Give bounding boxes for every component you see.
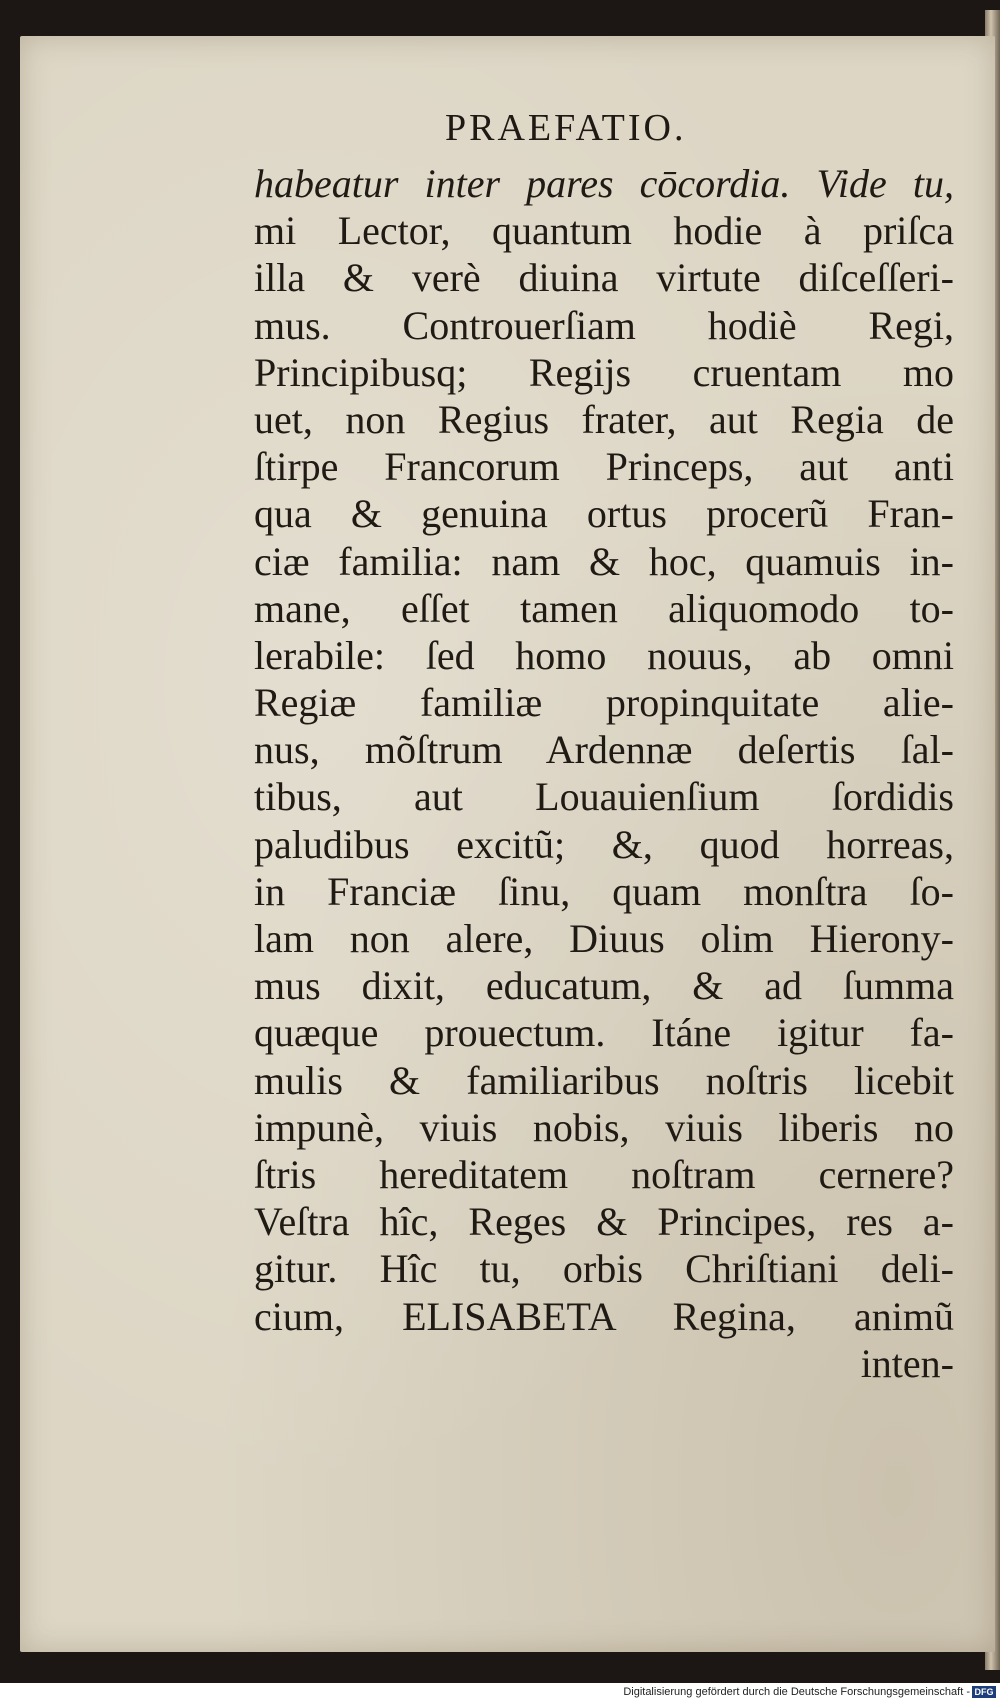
text-line-13: nus, mõſtrum Ardennæ deſertis ſal-: [254, 727, 954, 773]
text-line-21: impunè, viuis nobis, viuis liberis no: [254, 1104, 954, 1150]
text-line-24: gitur. Hîc tu, orbis Chriſtiani deli-: [254, 1246, 954, 1292]
text-line-9: ciæ familia: nam & hoc, quamuis in-: [254, 538, 954, 584]
catchword: inten-: [860, 1340, 954, 1386]
text-line-5: Principibusq; Regijs cruentam mo: [254, 349, 954, 395]
text-line-7: ſtirpe Francorum Princeps, aut anti: [254, 444, 954, 490]
text-line-3: illa & verè diuina virtute diſceſſeri-: [254, 255, 954, 301]
digitization-credit: Digitalisierung gefördert durch die Deutsche Forschungsgemeinschaft -: [623, 1686, 970, 1698]
text-line-22: ſtris hereditatem noſtram cernere?: [254, 1151, 954, 1197]
text-line-20: mulis & familiaribus noſtris licebit: [254, 1057, 954, 1103]
text-line-1: habeatur inter pares cōcordia. Vide tu,: [254, 161, 954, 206]
text-line-18: mus dixit, educatum, & ad ſumma: [254, 963, 954, 1009]
text-line-25: cium, ELISABETA Regina, animũ: [254, 1293, 954, 1339]
text-line-10: mane, eſſet tamen aliquomodo to-: [254, 585, 954, 631]
text-line-2: mi Lector, quantum hodie à priſca: [254, 208, 954, 254]
dfg-logo: DFG: [972, 1686, 996, 1698]
text-line-19: quæque prouectum. Itáne igitur fa-: [254, 1010, 954, 1056]
page-text: [254, 160, 954, 1387]
text-line-17: lam non alere, Diuus olim Hierony-: [254, 916, 954, 961]
text-line-11: lerabile: ſed homo nouus, ab omni: [254, 632, 954, 678]
text-line-15: paludibus excitũ; &, quod horreas,: [254, 821, 954, 867]
text-line-8: qua & genuina ortus procerũ Fran-: [254, 491, 954, 537]
text-line-12: Regiæ familiæ propinquitate alie-: [254, 680, 954, 726]
text-line-14: tibus, aut Louauienſium ſordidis: [254, 774, 954, 820]
text-line-23: Veſtra hîc, Reges & Principes, res a-: [254, 1199, 954, 1245]
text-line-4: mus. Controuerſiam hodiè Regi,: [254, 302, 954, 348]
text-line-16: in Franciæ ſinu, quam monſtra ſo-: [254, 868, 954, 914]
text-line-6: uet, non Regius frater, aut Regia de: [254, 396, 954, 442]
running-header: PRAEFATIO.: [445, 107, 687, 149]
